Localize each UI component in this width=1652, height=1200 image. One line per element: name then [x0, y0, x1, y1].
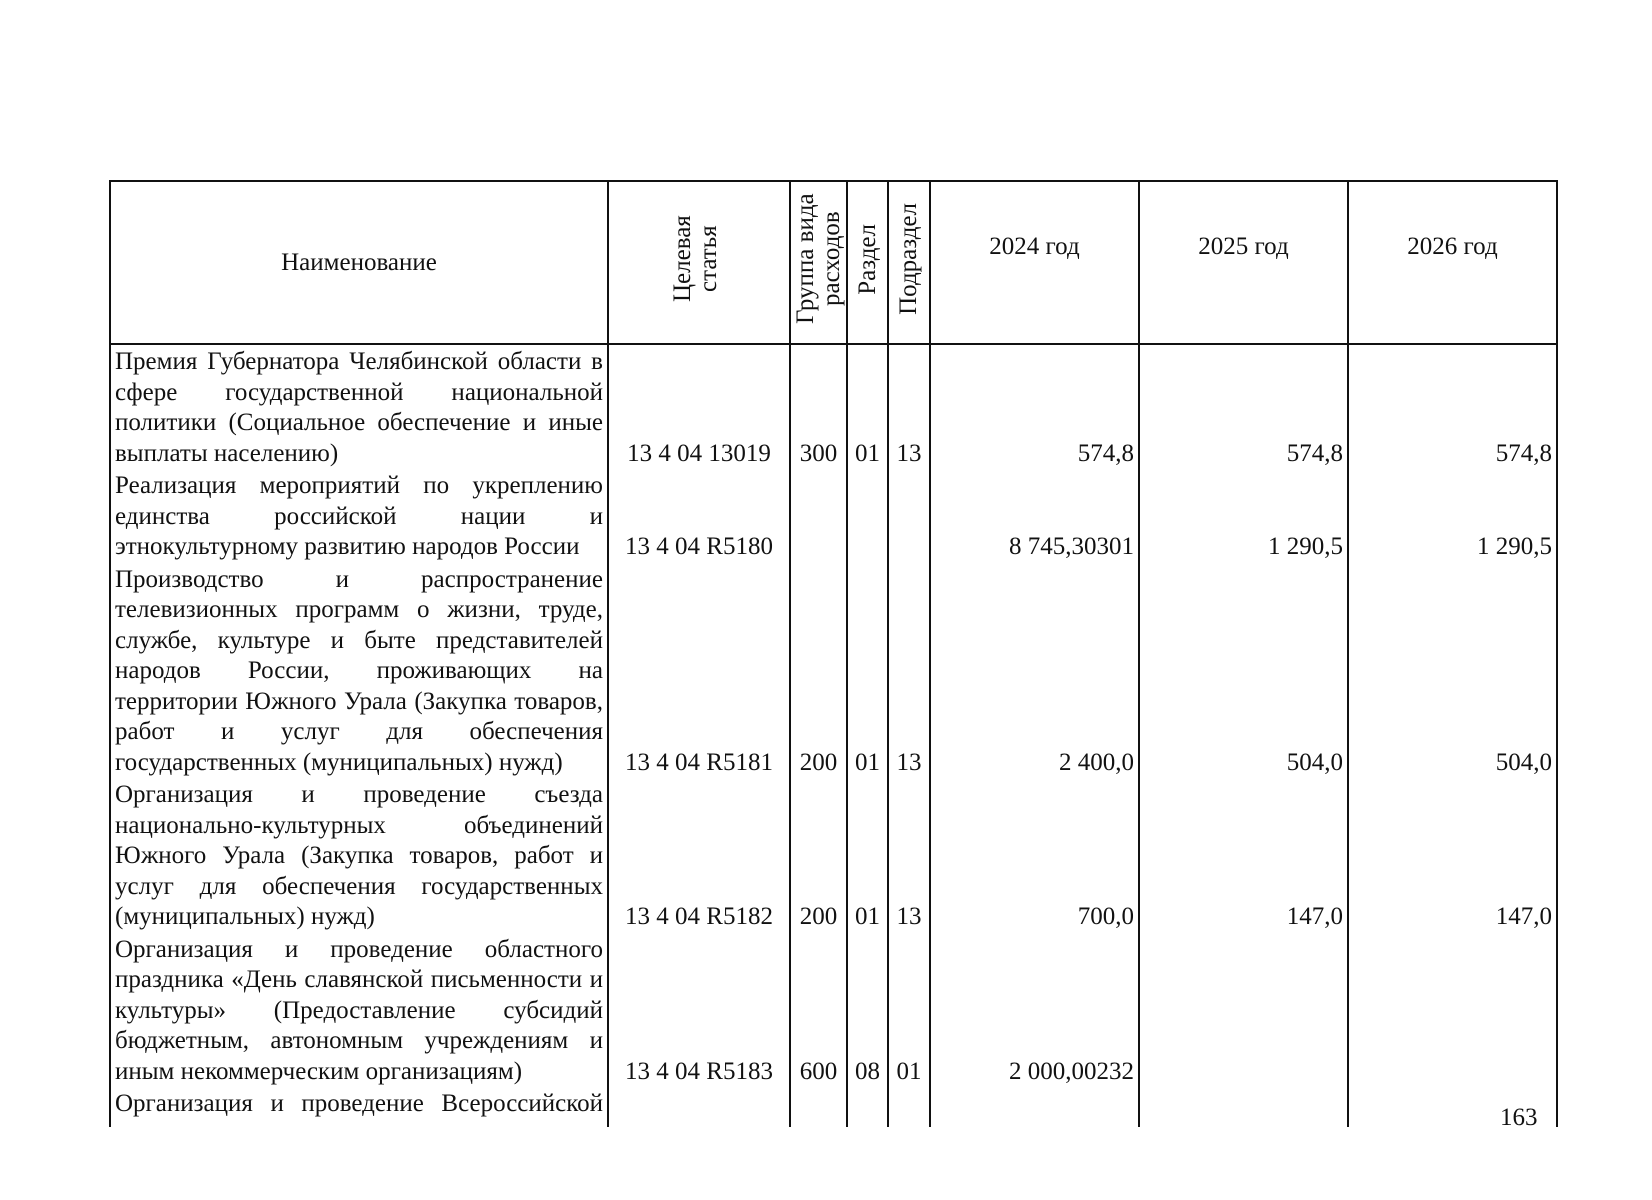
row-value-2024: 574,8 [930, 344, 1139, 469]
row-section [847, 469, 888, 563]
row-subsection: 01 [888, 933, 930, 1088]
row-value-2026: 147,0 [1348, 778, 1557, 933]
row-code: 13 4 04 13019 [608, 344, 790, 469]
header-target-article: Целевая статья [608, 181, 790, 344]
row-value-2024: 2 000,00232 [930, 933, 1139, 1088]
row-group [790, 469, 847, 563]
row-group: 200 [790, 563, 847, 779]
row-code: 13 4 04 R5180 [608, 469, 790, 563]
row-value-2024: 8 745,30301 [930, 469, 1139, 563]
table-row [110, 469, 1557, 563]
row-code: 13 4 04 R5182 [608, 778, 790, 933]
row-code: 13 4 04 R5183 [608, 933, 790, 1088]
row-value-2025: 147,0 [1139, 778, 1348, 933]
row-section: 08 [847, 933, 888, 1088]
row-section [847, 1087, 888, 1127]
table-row [110, 778, 1557, 933]
row-value-2024: 2 400,0 [930, 563, 1139, 779]
row-name: Организация и проведение Всероссийской [110, 1087, 608, 1127]
row-value-2026 [1348, 933, 1557, 1088]
budget-table [109, 180, 1558, 1127]
header-name: Наименование [110, 181, 608, 344]
row-group: 300 [790, 344, 847, 469]
table-row [110, 344, 1557, 469]
header-expense-group: Группа вида расходов [790, 181, 847, 344]
row-name: Премия Губернатора Челябинской области в сфере государственной национальной политики (Социальное обеспечение и иные выплаты населению) [110, 344, 608, 469]
row-subsection: 13 [888, 778, 930, 933]
row-value-2026: 504,0 [1348, 563, 1557, 779]
row-group: 600 [790, 933, 847, 1088]
row-section: 01 [847, 778, 888, 933]
row-value-2025 [1139, 933, 1348, 1088]
row-code [608, 1087, 790, 1127]
row-subsection: 13 [888, 563, 930, 779]
table-row [110, 933, 1557, 1088]
row-value-2025: 574,8 [1139, 344, 1348, 469]
row-name: Организация и проведение съезда национально-культурных объединений Южного Урала (Закупка товаров, работ и услуг для обеспечения государственных (муниципальных) нужд) [110, 778, 608, 933]
header-section: Раздел [847, 181, 888, 344]
row-group [790, 1087, 847, 1127]
row-value-2026: 574,8 [1348, 344, 1557, 469]
row-subsection: 13 [888, 344, 930, 469]
row-name: Реализация мероприятий по укреплению единства российской нации и этнокультурному развитию народов России [110, 469, 608, 563]
row-subsection [888, 469, 930, 563]
table-row [110, 1087, 1557, 1127]
row-value-2026: 1 290,5 [1348, 469, 1557, 563]
header-subsection: Подраздел [888, 181, 930, 344]
table-header-row [110, 181, 1557, 344]
header-year-2025: 2025 год [1139, 181, 1348, 344]
page-number: 163 [1500, 1104, 1538, 1131]
header-year-2024: 2024 год [930, 181, 1139, 344]
row-value-2025 [1139, 1087, 1348, 1127]
row-value-2025: 504,0 [1139, 563, 1348, 779]
row-name: Организация и проведение областного праздника «День славянской письменности и культуры» (Предоставление субсидий бюджетным, автономным учреждениям и иным некоммерческим организациям) [110, 933, 608, 1088]
row-value-2024 [930, 1087, 1139, 1127]
row-code: 13 4 04 R5181 [608, 563, 790, 779]
row-value-2025: 1 290,5 [1139, 469, 1348, 563]
row-section: 01 [847, 563, 888, 779]
row-name: Производство и распространение телевизионных программ о жизни, труде, службе, культуре и быте представителей народов России, проживающих на территории Южного Урала (Закупка товаров, работ и услуг для обеспечения государственных (муниципальных) нужд) [110, 563, 608, 779]
row-value-2024: 700,0 [930, 778, 1139, 933]
row-group: 200 [790, 778, 847, 933]
header-year-2026: 2026 год [1348, 181, 1557, 344]
table-row [110, 563, 1557, 779]
row-subsection [888, 1087, 930, 1127]
row-section: 01 [847, 344, 888, 469]
